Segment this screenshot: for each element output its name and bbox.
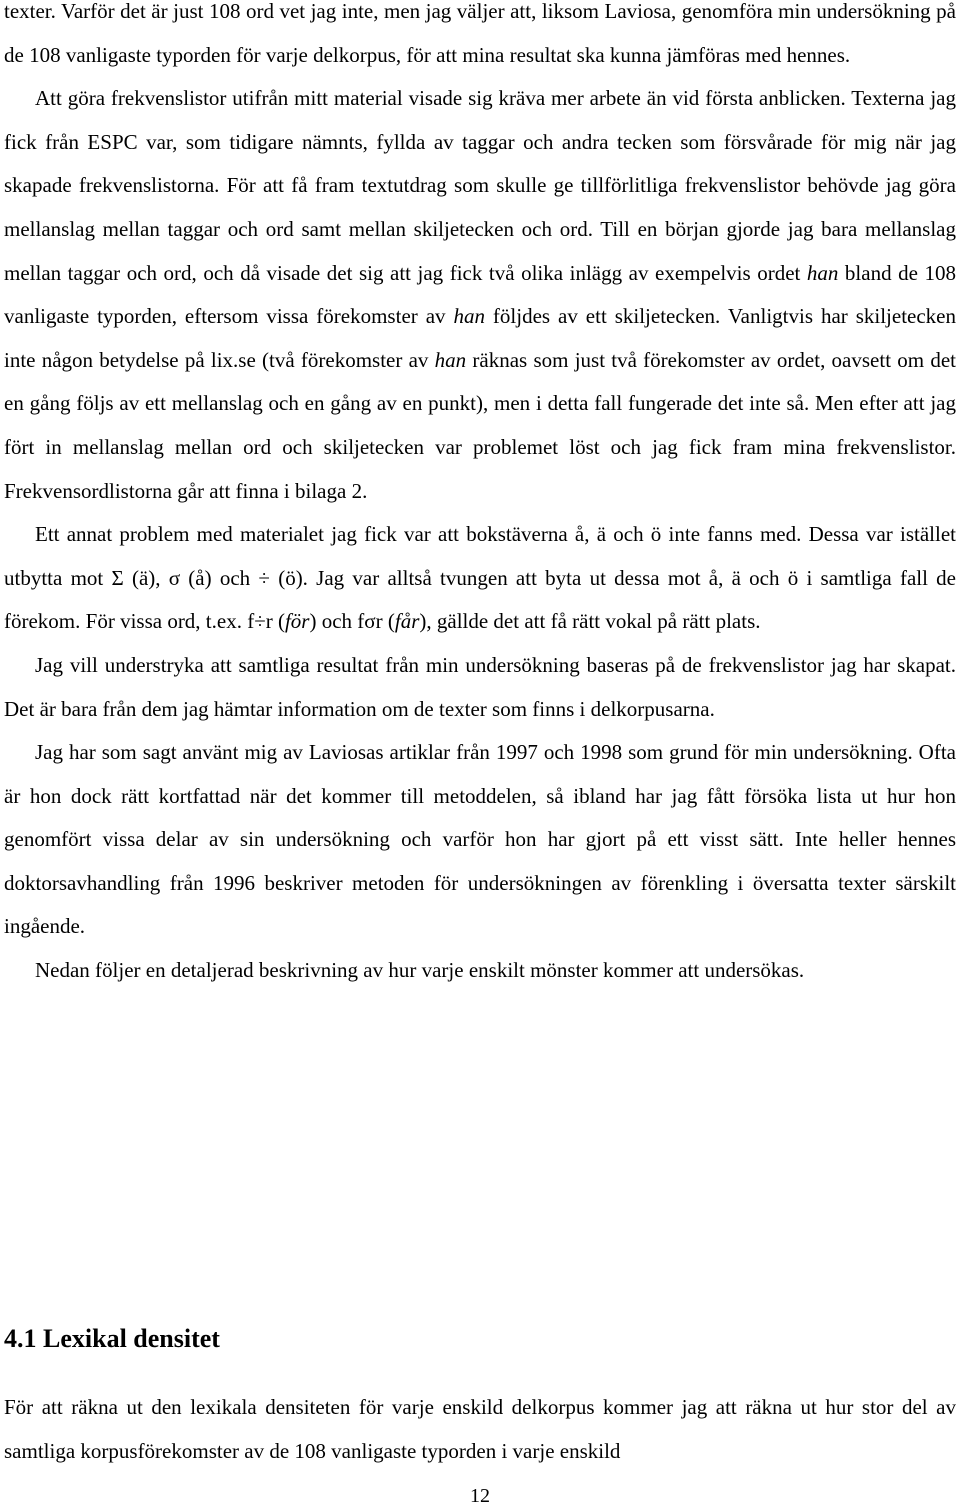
text-segment: Jag har som sagt använt mig av Laviosas artiklar från 1997 och 1998 som grund för min undersökning. Ofta är hon dock rätt kortfattad när det kommer till metoddelen, så ibland har jag fått försöka lista ut hur hon genomfört vissa delar av sin undersökning och varför hon har gjort på ett visst sätt. Inte heller hennes doktorsavhandling från 1996 beskriver metoden för undersökningen av förenkling i översatta texter särskilt ingående. xyxy=(4,740,956,939)
italic-word: får xyxy=(394,609,420,634)
paragraph xyxy=(4,77,956,513)
italic-word: för xyxy=(284,609,310,634)
section-paragraph: För att räkna ut den lexikala densiteten för varje enskild delkorpus kommer jag att räkna ut hur stor del av samtliga korpusförekomster av de 108 vanligaste typorden i varje enskild xyxy=(4,1395,956,1463)
paragraph xyxy=(4,0,956,77)
paragraph xyxy=(4,731,956,949)
text-segment: Att göra frekvenslistor utifrån mitt material visade sig kräva mer arbete än vid första anblicken. Texterna jag fick från ESPC var, som tidigare nämnts, fyllda av taggar och andra tecken som försvårade för mig när jag skapade frekvenslistorna. För att få fram textutdrag som skulle ge tillförlitliga frekvenslistor behövde jag göra mellanslag mellan taggar och ord samt mellan skiljetecken och ord. Till en början gjorde jag bara mellanslag mellan taggar och ord, och då visade det sig att jag fick två olika inlägg av exempelvis ordet xyxy=(4,86,956,285)
page-number: 12 xyxy=(470,1485,490,1507)
text-segment: texter. Varför det är just 108 ord vet jag inte, men jag väljer att, liksom Laviosa, genomföra min undersökning på de 108 vanligaste typorden för varje delkorpus, för att mina resultat ska kunna jämföras med hennes. xyxy=(4,0,956,67)
text-segment: ) och fσr ( xyxy=(309,609,395,634)
text-segment: Ett annat problem med materialet jag fick var att bokstäverna å, ä och ö inte fanns med. Dessa var istället utbytta mot Σ (ä), σ (å) och ÷ (ö). Jag var alltså tvungen att byta ut dessa mot å, ä och ö i samtliga fall de förekom. För vissa ord, t.ex. f÷r ( xyxy=(4,522,956,634)
text-segment: räknas som just två förekomster av ordet, oavsett om det en gång följs av ett mellanslag och en gång av en punkt), men i detta fall fungerade det inte så. Men efter att jag fört in mellanslag mellan ord och skiljetecken var problemet löst och jag fick fram mina frekvenslistor. Frekvensordlistorna går att finna i bilaga 2. xyxy=(4,347,956,503)
text-segment: följdes av ett skiljetecken. Vanligtvis har skiljetecken inte någon betydelse på lix.se (två förekomster av xyxy=(4,304,956,372)
paragraph xyxy=(4,949,956,993)
document-page xyxy=(4,0,956,1509)
paragraph xyxy=(4,644,956,731)
text-segment: bland de 108 vanligaste typorden, eftersom vissa förekomster av xyxy=(4,260,956,329)
italic-word: han xyxy=(453,304,485,329)
body-text xyxy=(4,0,956,993)
text-segment: ), gällde det att få rätt vokal på rätt plats. xyxy=(419,609,761,634)
italic-word: han xyxy=(806,260,839,285)
paragraph xyxy=(4,513,956,644)
text-segment: Nedan följer en detaljerad beskrivning av hur varje enskilt mönster kommer att undersökas. xyxy=(35,958,805,983)
text-segment: Jag vill understryka att samtliga resultat från min undersökning baseras på de frekvenslistor jag har skapat. Det är bara från dem jag hämtar information om de texter som finns i delkorpusarna. xyxy=(4,652,956,721)
italic-word: han xyxy=(434,347,467,372)
section-heading: 4.1 Lexikal densitet xyxy=(4,1324,220,1353)
